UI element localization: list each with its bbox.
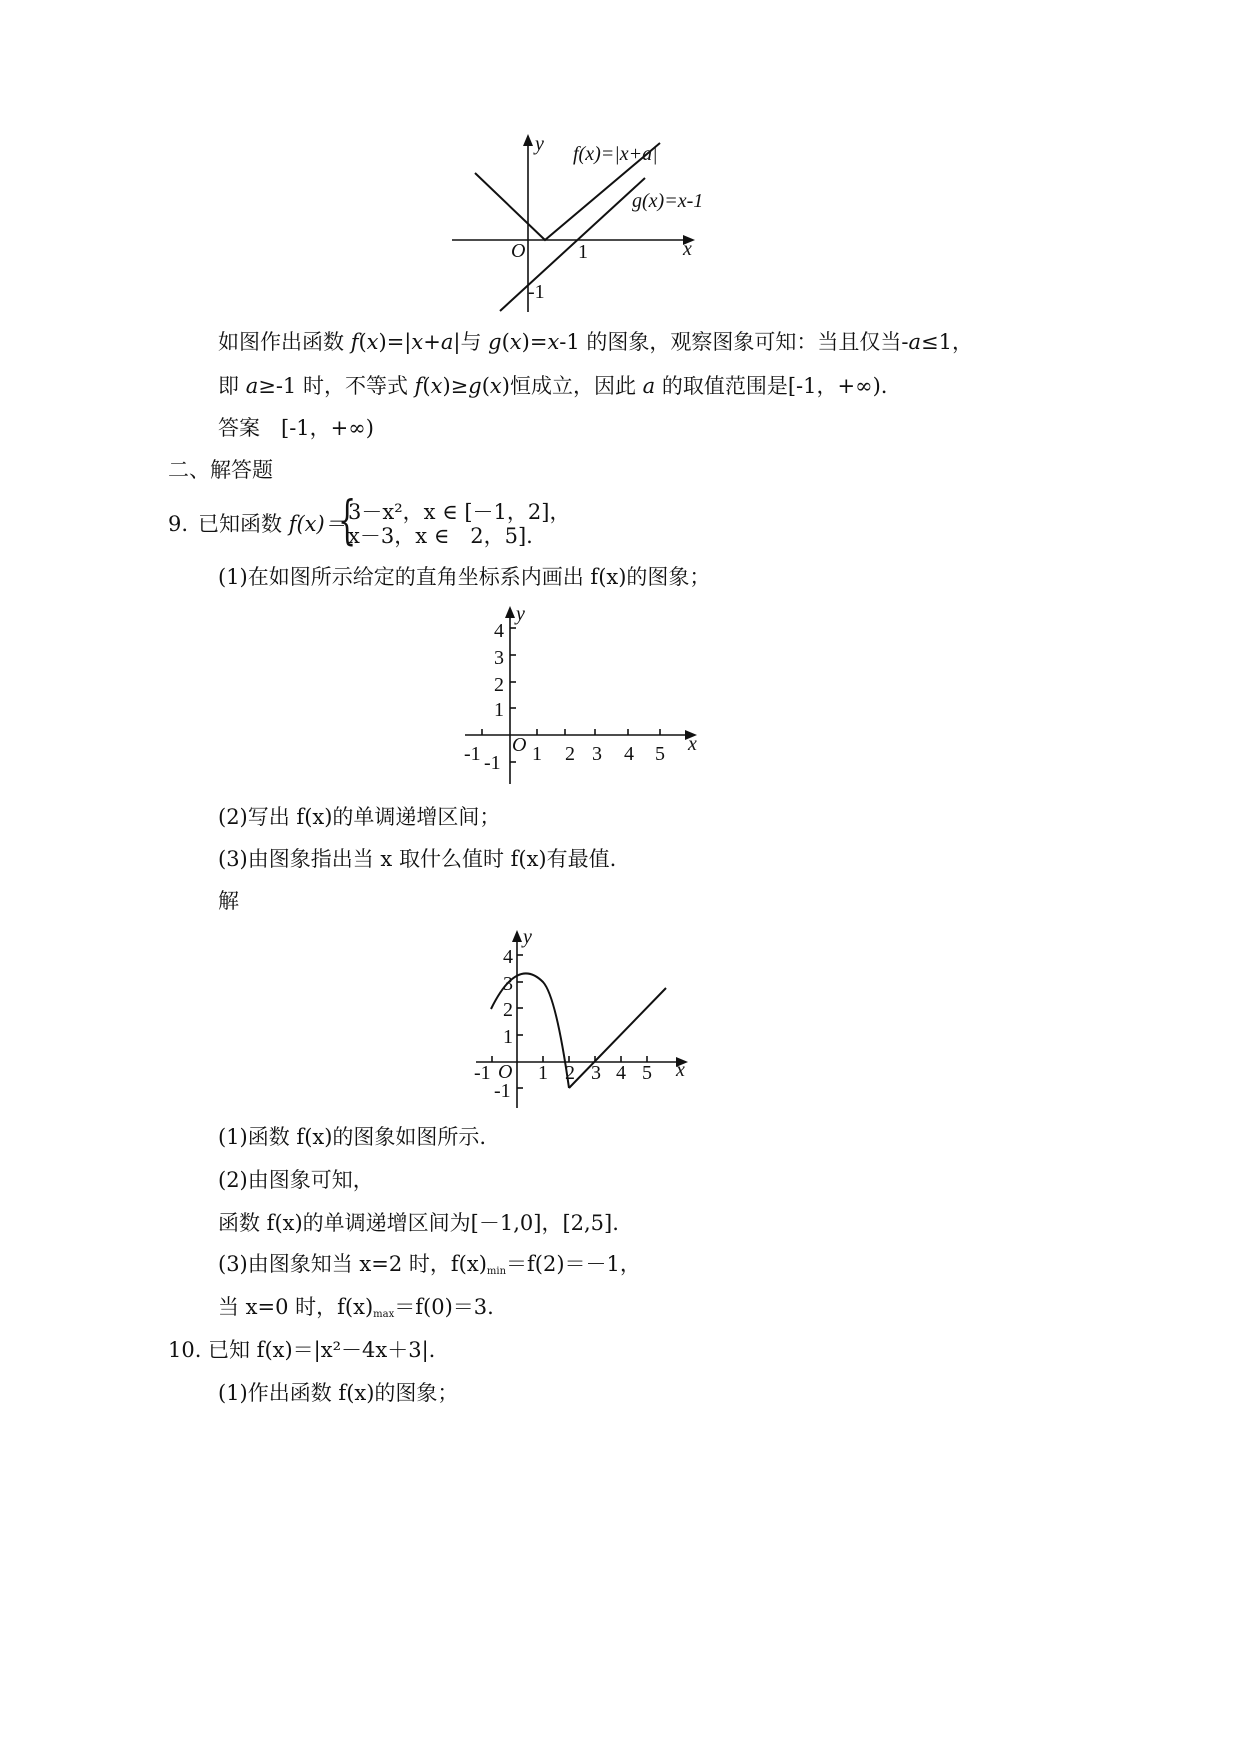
figure-1-abs-graph	[450, 130, 730, 320]
fig3-xtick-3: 3	[591, 1062, 601, 1084]
q9-sol3a: (3)由图象知当 x=2 时，$f(x)_{min}=f(2)=-1$，	[218, 1252, 641, 1277]
fig1-x-label: x	[683, 238, 692, 260]
q9-sol2b: 函数 f(x)的单调递增区间为[－1,0]，[2,5].	[218, 1211, 619, 1235]
section-heading: 二、解答题	[168, 458, 273, 482]
p8-answer: 答案 [-1，+∞)	[218, 416, 374, 440]
fig2-origin: O	[512, 734, 527, 756]
fig1-tick-1: 1	[578, 241, 588, 263]
fig3-xtick-1: 1	[538, 1062, 548, 1084]
fig3-ytick-1: 1	[503, 1026, 513, 1048]
fig3-xtick-neg1: -1	[474, 1062, 491, 1084]
fig3-ytick-4: 4	[503, 946, 513, 968]
fig2-xtick-3: 3	[592, 743, 602, 765]
fig2-xtick-5: 5	[655, 743, 665, 765]
fig2-xtick-2: 2	[565, 743, 575, 765]
fig3-xtick-5: 5	[642, 1062, 652, 1084]
fig2-ytick-3: 3	[494, 647, 504, 669]
q9-case2: x－3，x ∈ 2，5].	[348, 524, 533, 548]
fig2-y-label: y	[516, 603, 525, 625]
fig3-y-arrow	[512, 930, 522, 942]
q10-part1: (1)作出函数 f(x)的图象；	[218, 1381, 459, 1405]
fig2-x-label: x	[688, 733, 697, 755]
p8-line2: 即 a≥-1 时，不等式 f(x)≥g(x)恒成立，因此 a 的取值范围是[-1，+∞).	[218, 374, 888, 398]
fig3-y-label: y	[523, 926, 532, 948]
fig2-ytick-4: 4	[494, 620, 504, 642]
fig3-ytick-3: 3	[503, 973, 513, 995]
fig2-xtick-1: 1	[532, 743, 542, 765]
q9-lead: 已知函数 f(x)＝	[198, 512, 346, 536]
q9-solution-label: 解	[218, 889, 239, 913]
fig2-ytick-1: 1	[494, 699, 504, 721]
fig1-f-label: f(x)=|x+a|	[573, 143, 658, 165]
q9-brace: {	[338, 491, 357, 551]
fig2-xtick-4: 4	[624, 743, 634, 765]
fig3-x-label: x	[676, 1059, 685, 1081]
fig1-y-label: y	[535, 133, 544, 155]
fig2-ytick-2: 2	[494, 674, 504, 696]
fig3-ytick-neg1: -1	[494, 1080, 511, 1102]
q9-number: 9.	[168, 512, 189, 536]
q9-sol2a: (2)由图象可知，	[218, 1168, 374, 1192]
fig3-xtick-2: 2	[565, 1062, 575, 1084]
figure-2-empty-axes	[460, 600, 710, 790]
fig1-y-arrow	[523, 134, 533, 146]
q9-case1: 3－x²，x ∈ [－1，2]，	[348, 500, 571, 524]
fig2-ytick-neg1: -1	[484, 752, 501, 774]
q9-part1: (1)在如图所示给定的直角坐标系内画出 f(x)的图象；	[218, 565, 711, 589]
fig3-origin: O	[498, 1061, 513, 1083]
q10-number: 10.	[168, 1338, 202, 1362]
q9-part2: (2)写出 f(x)的单调递增区间；	[218, 805, 501, 829]
q10-text: 已知 f(x)＝|x²－4x＋3|.	[208, 1338, 436, 1362]
fig1-tick-neg1: -1	[528, 281, 545, 303]
figure-3-solution-graph	[470, 925, 700, 1110]
fig2-x-ticks	[482, 729, 660, 735]
q9-sol3b: 当 x=0 时，$f(x)_{max}=f(0)=3$.	[218, 1295, 494, 1320]
p8-line1: 如图作出函数 f(x)=|x+a|与 g(x)=x-1 的图象，观察图象可知：当且仅当-a≤1，	[218, 330, 974, 354]
fig1-g-label: g(x)=x-1	[632, 190, 704, 212]
fig1-origin: O	[511, 240, 526, 262]
q9-sol1: (1)函数 f(x)的图象如图所示.	[218, 1125, 487, 1149]
fig2-xtick-neg1: -1	[464, 743, 481, 765]
fig3-xtick-4: 4	[616, 1062, 626, 1084]
fig2-y-arrow	[505, 606, 515, 618]
fig3-ytick-2: 2	[503, 999, 513, 1021]
q9-part3: (3)由图象指出当 x 取什么值时 f(x)有最值.	[218, 847, 617, 871]
